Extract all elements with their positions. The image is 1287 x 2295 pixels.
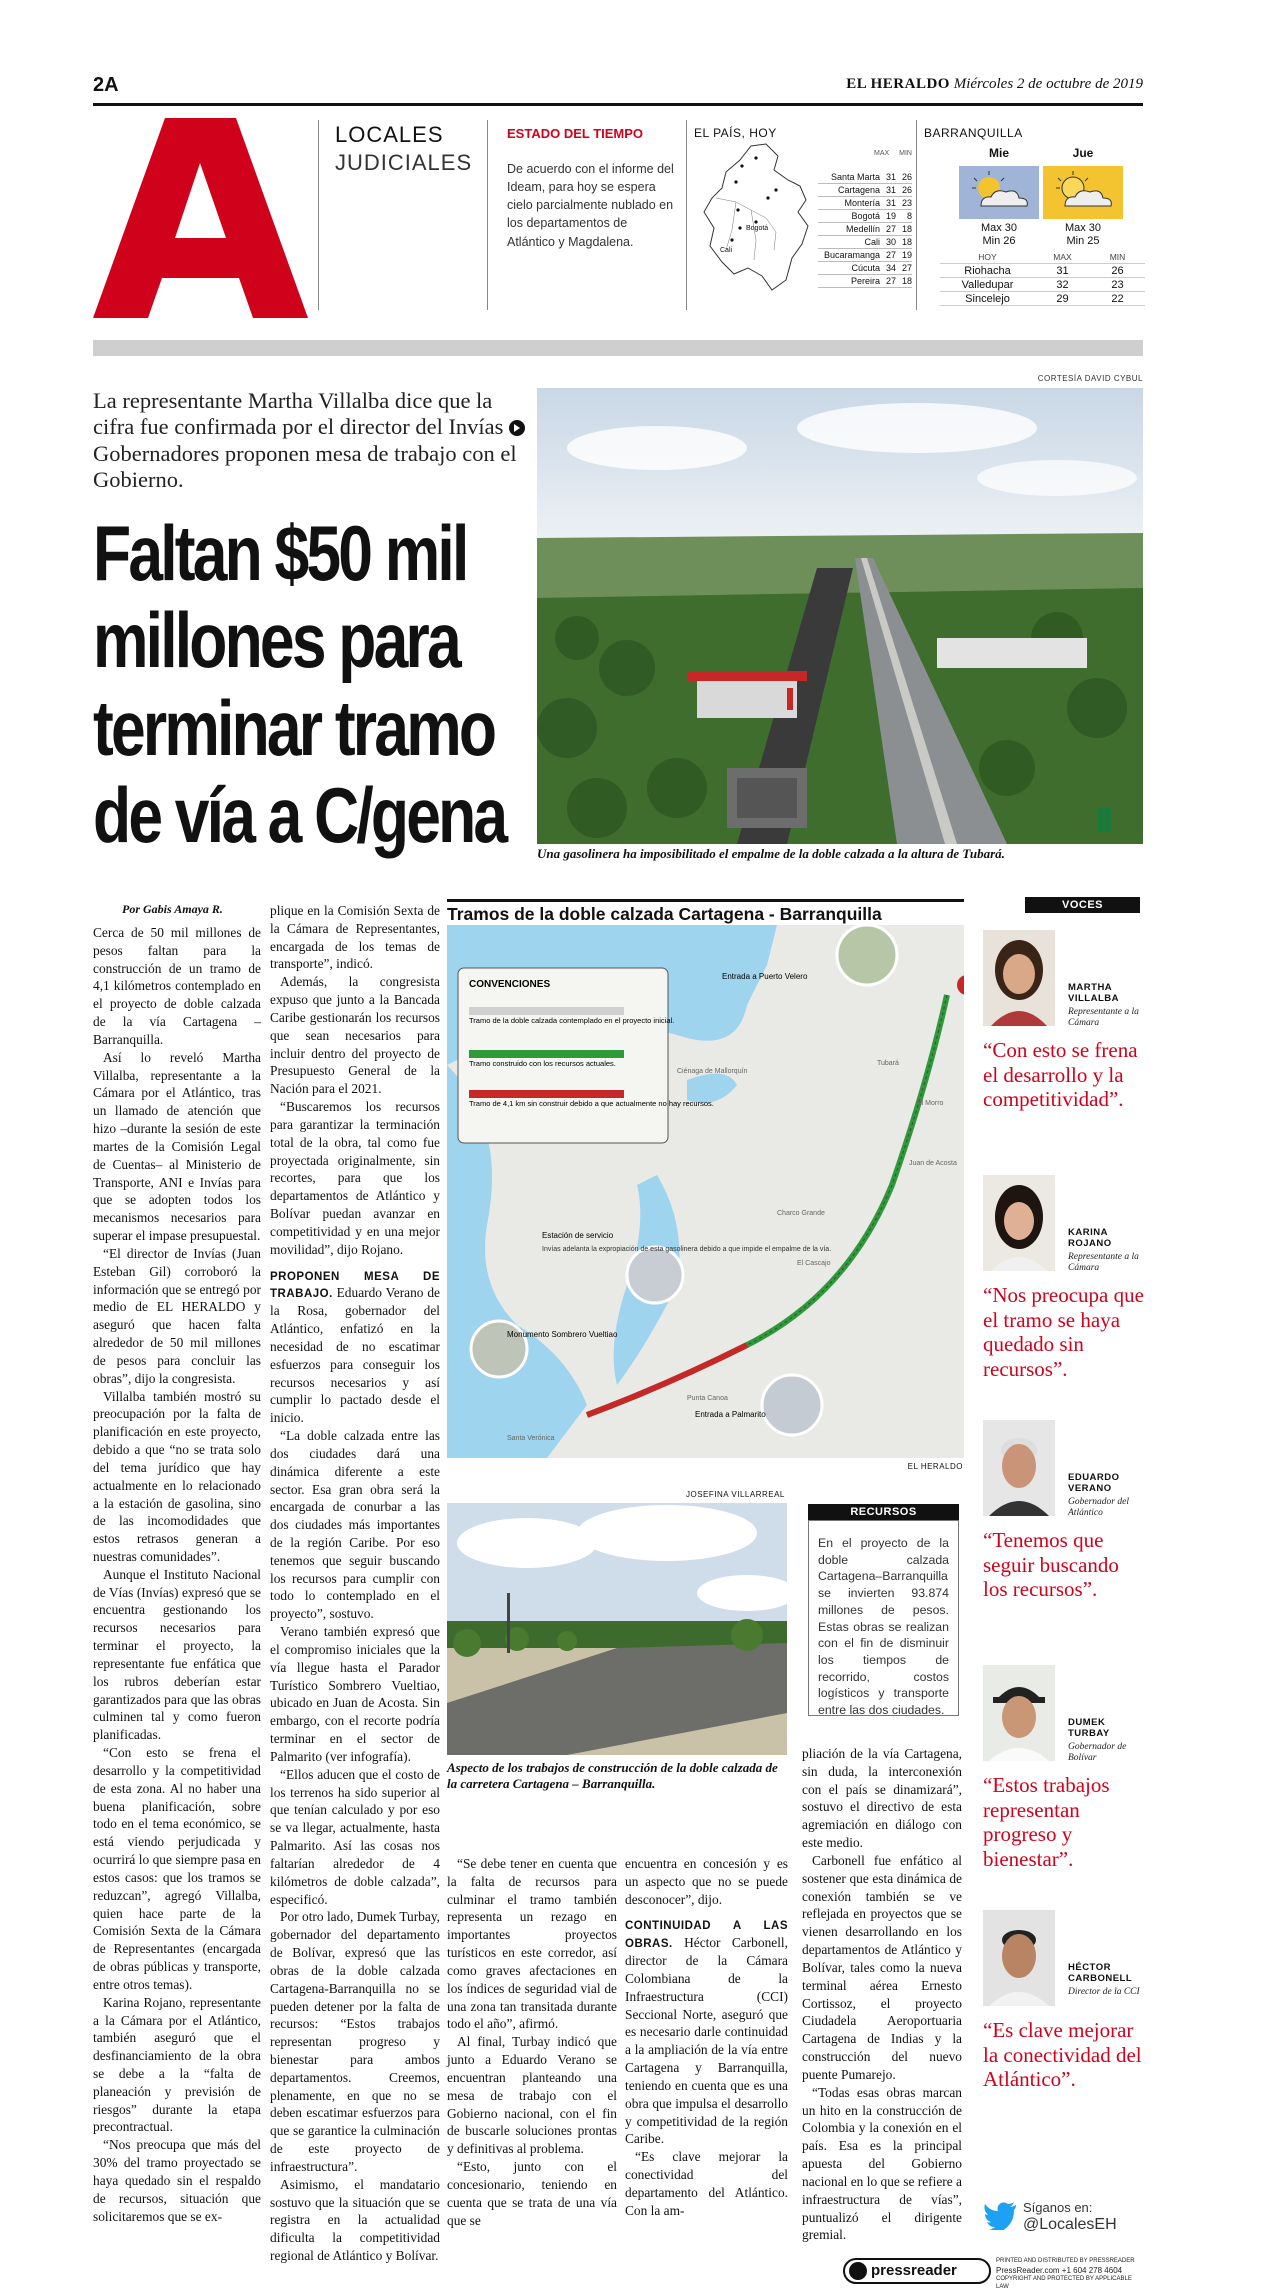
- infographic-credit: EL HERALDO: [907, 1462, 963, 1471]
- article-column-3: [447, 1855, 617, 2229]
- callout-label: Entrada a Palmarito: [695, 1410, 766, 1419]
- headline: Faltan $50 mil millones para terminar tramo de vía a C/gena: [93, 509, 506, 860]
- legend-item: Tramo de 4,1 km sin construir debido a que actualmente no hay recursos.: [469, 1099, 714, 1108]
- place-label: Juan de Acosta: [909, 1160, 957, 1167]
- subhead: CONTINUIDAD A LAS OBRAS.: [625, 1920, 788, 1951]
- voice-item: [983, 930, 1143, 1180]
- place-label: Tubará: [877, 1060, 899, 1067]
- divider: [318, 120, 319, 310]
- legend-item: Tramo de la doble calzada contemplado en el proyecto inicial.: [469, 1016, 675, 1025]
- table-row: Cartagena 31 26: [818, 184, 912, 197]
- place-label: Santa Verónica: [507, 1435, 555, 1442]
- avatar: [983, 1420, 1055, 1516]
- section-bar: [93, 340, 1143, 356]
- place-label: El Cascajo: [797, 1260, 831, 1267]
- paragraph: “Buscaremos los recursos para garantizar la terminación total de la obra, tal como fue proyectada originalmente, sin recortes, para que los departamentos de Atlántico y Bolívar puedan avanzar en competitividad y en una mejor movilidad”, dijo Rojano.: [270, 1099, 440, 1257]
- voice-name: HÉCTOR CARBONELL: [1068, 1962, 1133, 1985]
- table-header: MAX MIN: [873, 150, 912, 157]
- voice-item: [983, 1420, 1143, 1670]
- table-row: Montería 31 23: [818, 197, 912, 210]
- voice-name: DUMEK TURBAY: [1068, 1717, 1110, 1740]
- voice-item: [983, 1910, 1143, 2160]
- local-weather-title: BARRANQUILLA: [924, 126, 1023, 140]
- avatar: [983, 1175, 1055, 1271]
- table-row: Cali 30 18: [818, 236, 912, 249]
- masthead: [846, 76, 1143, 93]
- arrow-right-icon: [509, 420, 525, 436]
- paragraph: Por otro lado, Dumek Turbay, gobernador del departamento de Bolívar, expresó que las obras de la doble calzada Cartagena-Barranquilla no se pueden detener por la falta de recursos: “Estos trabajos representan progreso y bienestar para ambos departamentos. Creemos, plenamente, en que no se deben escatimar esfuerzos para que se garantice la culminación de este proyecto de infraestructura”.: [270, 1909, 440, 2174]
- paragraph: “Se debe tener en cuenta que la falta de recursos para culminar el tramo también representa un rezago en importantes proyectos turísticos en este corredor, así como graves afectaciones en los índices de seguridad vial de una zona tan transitada durante todo el año”, afirmó.: [447, 1856, 617, 2032]
- divider: [916, 120, 917, 310]
- day-label: Mie: [988, 146, 1009, 160]
- paragraph: pliación de la vía Cartagena, sin duda, la interconexión con el país se dinamizará”, sostuvo el directivo de esta agremiación en diálogo con este medio.: [802, 1746, 962, 1851]
- voice-quote: “Nos preocupa que el tramo se haya quedado sin recursos”.: [983, 1283, 1144, 1381]
- paragraph: Además, la congresista expuso que junto a la Bancada Caribe gestionarán los recursos que sean necesarios para incluir dentro del proyecto de Presupuesto General de la Nación para el 2021.: [270, 974, 440, 1097]
- section-name: LOCALES: [335, 122, 444, 147]
- paragraph: “El director de Invías (Juan Esteban Gil) corroboró la información que se entregó por medio de EL HERALDO y aseguró que hacen falta alrededor de 50 mil millones de pesos para concluir las obras”, dijo la congresista.: [93, 1245, 261, 1386]
- divider: [686, 120, 687, 310]
- paragraph: Aunque el Instituto Nacional de Vías (Invías) expresó que se encuentra gestionando los recursos necesarios para terminar el proyecto, la representante fue enfática que los rubros deberían estar garantizados para que las obras culminen tal y como fueron planificadas.: [93, 1566, 261, 1743]
- paragraph: CONTINUIDAD A LAS OBRAS. Héctor Carbonell, director de la Cámara Colombiana de la Infraestructura (CCI) Seccional Norte, aseguró que es necesario darle continuidad a la ampliación de la vía entre Cartagena y Barranquilla, teniendo en cuenta que es una obra que impulsa el desarrollo y competitividad de la región Caribe.: [625, 1920, 788, 2147]
- day-temps: Max 30 Min 25: [1064, 222, 1102, 247]
- voice-quote: “Con esto se frena el desarrollo y la competitividad”.: [983, 1038, 1138, 1112]
- voice-role: Director de la CCI: [1068, 1987, 1140, 1997]
- voice-name: MARTHA VILLALBA: [1068, 982, 1119, 1005]
- avatar: [983, 1665, 1055, 1761]
- section-letter-logo: [93, 118, 308, 318]
- paragraph: “Ellos aducen que el costo de los terrenos ha sido superior al que tenían calculado y por eso se va llegar, actualmente, hasta Palmarito. Así las cosas nos faltarían alrededor de 4 kilómetros de doble calzada”, especificó.: [270, 1766, 440, 1907]
- weather-text: De acuerdo con el informe del Ideam, para hoy se espera cielo parcialmente nublado en los departamentos de Atlántico y Magdalena.: [507, 162, 674, 249]
- table-row: Riohacha 31 26: [940, 264, 1145, 278]
- paragraph: Villalba también mostró su preocupación por la falta de planificación en este proyecto, debido a que “no se trata solo del tema jurídico que hay actualmente en lo relacionado a la estación de gasolina, sino de las incomodidades que estos retrasos generan a nuestras comunidades”.: [93, 1388, 261, 1564]
- subsection-name: JUDICIALES: [335, 150, 473, 175]
- header-rule: [93, 103, 1143, 106]
- place-label: Charco Grande: [777, 1210, 825, 1217]
- callout-label: Monumento Sombrero Vueltiao: [507, 1330, 618, 1339]
- paragraph: PROPONEN MESA DE TRABAJO. Eduardo Verano de la Rosa, gobernador del Atlántico, enfatizó en la necesidad de no escatimar esfuerzos para conseguir los recursos necesarios y así cumplir lo pactado desde el inicio.: [270, 1270, 440, 1426]
- table-row: Santa Marta 31 26: [818, 171, 912, 184]
- aerial-highway-photo: [537, 388, 1143, 844]
- country-weather-title: EL PAÍS, HOY: [694, 126, 777, 140]
- photo-credit: JOSEFINA VILLARREAL: [686, 1490, 785, 1499]
- photo-caption: Aspecto de los trabajos de construcción de la doble calzada de la carretera Cartagena – Barranquilla.: [447, 1760, 778, 1792]
- table-row: Bucaramanga 27 19: [818, 249, 912, 262]
- infographic-title: Tramos de la doble calzada Cartagena - Barranquilla: [447, 899, 964, 923]
- recursos-box: En el proyecto de la doble calzada Cartagena–Barranquilla se invierten 93.874 millones de pesos. Estas obras se realizan con el fin de disminuir los tiempos de recorrido, costos logísticos y transporte entre las dos ciudades.: [808, 1520, 959, 1716]
- photo-credit: CORTESÍA DAVID CYBUL: [1037, 374, 1143, 383]
- article-kicker: La representante Martha Villalba dice que la cifra fue confirmada por el director del Invías Gobernadores proponen mesa de trabajo con el Gobierno.: [93, 388, 533, 493]
- paragraph: Al final, Turbay indicó que junto a Eduardo Verano se encuentran planteando una mesa de trabajo con el Gobierno nacional, con el fin de buscarle soluciones prontas y definitivas al problema.: [447, 2034, 617, 2157]
- table-row: Cúcuta 34 27: [818, 262, 912, 275]
- article-column-1: [93, 924, 261, 2225]
- voice-name: EDUARDO VERANO: [1068, 1472, 1120, 1495]
- voice-quote: “Es clave mejorar la conectividad del Atlántico”.: [983, 2018, 1142, 2092]
- table-header: HOY MAX MIN: [940, 250, 1145, 264]
- sidebar-header: VOCES: [1025, 897, 1140, 913]
- paragraph: “Con esto se frena el desarrollo y la competitividad de esta zona. Al no haber una buena planificación, sobre todo en el tema económico, se está viendo perjudicada y ocurrirá lo que siempre pasa en estos casos: que los tramos se reduzcan”, agregó Villalba, quien hace parte de la Comisión Sexta de la Cámara de Representantes (encargada de obras públicas y transporte, entre otros temas).: [93, 1745, 261, 1992]
- city-weather-table: [818, 150, 912, 288]
- voice-role: Gobernador de Bolívar: [1068, 1742, 1127, 1764]
- paragraph: “Esto, junto con el concesionario, teniendo en cuenta que se trata de una vía que se: [447, 2159, 617, 2228]
- voice-quote: “Estos trabajos representan progreso y bienestar”.: [983, 1773, 1110, 1871]
- legend-item: Tramo construido con los recursos actuales.: [469, 1059, 616, 1068]
- avatar: [983, 930, 1055, 1026]
- voice-role: Gobernador del Atlántico: [1068, 1497, 1129, 1519]
- table-row: Sincelejo 29 22: [940, 292, 1145, 306]
- paragraph: Verano también expresó que el compromiso iniciales que la vía llegue hasta el Parador Turístico Sombrero Vueltiao, ubicado en Juan de Acosta. Sin embargo, con el recorte podría terminar en el sector de Palmarito (ver infografía).: [270, 1624, 440, 1764]
- voice-item: [983, 1175, 1143, 1425]
- article-column-4: [625, 1855, 788, 2220]
- print-notice: PRINTED AND DISTRIBUTED BY PRESSREADER PressReader.com +1 604 278 4604 COPYRIGHT AND PROTECTED BY APPLICABLE LAW: [996, 2258, 1135, 2290]
- pressreader-icon: [849, 2262, 867, 2280]
- issue-date: Miércoles 2 de octubre de 2019: [953, 76, 1143, 92]
- paragraph: “Es clave mejorar la conectividad del departamento del Atlántico. Con la am-: [625, 2149, 788, 2218]
- voice-name: KARINA ROJANO: [1068, 1227, 1112, 1250]
- callout-label: Estación de servicio: [542, 1231, 614, 1240]
- byline: Por Gabis Amaya R.: [122, 902, 223, 916]
- voice-quote: “Tenemos que seguir buscando los recursos”.: [983, 1528, 1119, 1602]
- photo-caption: Una gasolinera ha imposibilitado el empalme de la doble calzada a la altura de Tubará.: [537, 846, 1005, 861]
- twitter-bird-icon: [983, 2202, 1017, 2230]
- day-temps: Max 30 Min 26: [980, 222, 1018, 247]
- article-column-2: [270, 902, 440, 2265]
- table-row: Medellín 27 18: [818, 223, 912, 236]
- article-column-5: [802, 1745, 962, 2244]
- paragraph: “Todas esas obras marcan un hito en la construcción de Colombia y la conexión en el país. Esa es la principal apuesta del Gobierno nacional en lo que se refiere a infraestructura de vías”, puntualizó el dirigente gremial.: [802, 2084, 962, 2243]
- paragraph: Carbonell fue enfático al sostener que esta dinámica de conexión también se ve reflejada en proyectos que se vienen desarrollando en los departamentos de Atlántico y Bolívar, tales como la nueva terminal aérea Ernesto Cortissoz, el proyecto Ciudadela Aeroportuaria Cartagena de Indias y la construcción del nuevo puente Pumarejo.: [802, 1852, 962, 2082]
- paragraph: encuentra en concesión y es un aspecto que no se puede desconocer”, dijo.: [625, 1856, 788, 1907]
- table-row: Valledupar 32 23: [940, 278, 1145, 292]
- sidebar-header: RECURSOS: [808, 1504, 959, 1520]
- table-row: Bogotá 19 8: [818, 210, 912, 223]
- construction-photo: [447, 1503, 787, 1755]
- place-label: Ciénaga de Mallorquín: [677, 1068, 748, 1075]
- voice-role: Representante a la Cámara: [1068, 1007, 1139, 1029]
- callout-label: Entrada a Puerto Velero: [722, 972, 808, 981]
- paragraph: “La doble calzada entre las dos ciudades dará una dinámica diferente a este sector. Esa gran obra será la encargada de conurbar a las dos ciudades más importantes de la región Caribe. Por eso tenemos que seguir buscando los recursos para cumplir con todo lo contemplado en el proyecto”, sostuvo.: [270, 1428, 440, 1622]
- partly-cloudy-icon: [1043, 166, 1123, 219]
- map-label-cali: Cali: [720, 247, 733, 254]
- region-weather-table: [940, 250, 1145, 306]
- voice-item: [983, 1665, 1143, 1915]
- pressreader-logo: pressreader: [843, 2258, 991, 2284]
- paragraph: “Nos preocupa que más del 30% del tramo proyectado se haya quedado sin el respaldo de recursos, situación que solicitaremos que se ex-: [93, 2137, 261, 2224]
- paper-name: EL HERALDO: [846, 76, 950, 92]
- social-handle[interactable]: @LocalesEH: [1023, 2216, 1117, 2233]
- paragraph: Asimismo, el mandatario sostuvo que la situación que se registra en la actualidad dificulta la competitividad regional de Atlántico y Bolívar.: [270, 2176, 440, 2264]
- paragraph: Karina Rojano, representante a la Cámara por el Atlántico, también aseguró que el desfinanciamiento de la obra se debe a la “falta de planeación y previsión de riesgos” durante la etapa precontractual.: [93, 1994, 261, 2135]
- table-row: Pereira 27 18: [818, 275, 912, 288]
- paragraph: plique en la Comisión Sexta de la Cámara de Representantes, encargada de los temas de transporte”, indicó.: [270, 903, 440, 972]
- divider: [487, 120, 488, 310]
- social-label: Síganos en:: [1023, 2200, 1093, 2215]
- paragraph: Así lo reveló Martha Villalba, representante a la Cámara por el Atlántico, tras un llamado de atención que hizo –durante la sesión de este martes de la Comisión Legal de Cuentas– al Ministerio de Transporte, ANI e Invías para que se adopten todos los mecanismos necesarios para superar el impase presupuestal.: [93, 1049, 261, 1244]
- day-label: Jue: [1072, 146, 1094, 160]
- paragraph: Cerca de 50 mil millones de pesos faltan para la construcción de un tramo de 4,1 kilómetros contemplado en el proyecto de doble calzada de la vía Cartagena – Barranquilla.: [93, 925, 261, 1047]
- page-number: 2A: [93, 74, 119, 96]
- subhead: PROPONEN MESA DE TRABAJO.: [270, 1270, 440, 1301]
- voice-role: Representante a la Cámara: [1068, 1252, 1139, 1274]
- map-label-bogota: Bogotá: [746, 225, 769, 232]
- legend-title: CONVENCIONES: [469, 979, 551, 990]
- route-map: [447, 925, 964, 1458]
- colombia-map: [696, 140, 816, 300]
- avatar: [983, 1910, 1055, 2006]
- partly-cloudy-icon: [959, 166, 1039, 219]
- callout-note: Invías adelanta la expropiación de esta gasolinera debido a que impide el empalme de la vía.: [542, 1246, 832, 1253]
- weather-title: ESTADO DEL TIEMPO: [507, 126, 644, 141]
- place-label: Punta Canoa: [687, 1395, 728, 1402]
- place-label: El Morro: [917, 1100, 944, 1107]
